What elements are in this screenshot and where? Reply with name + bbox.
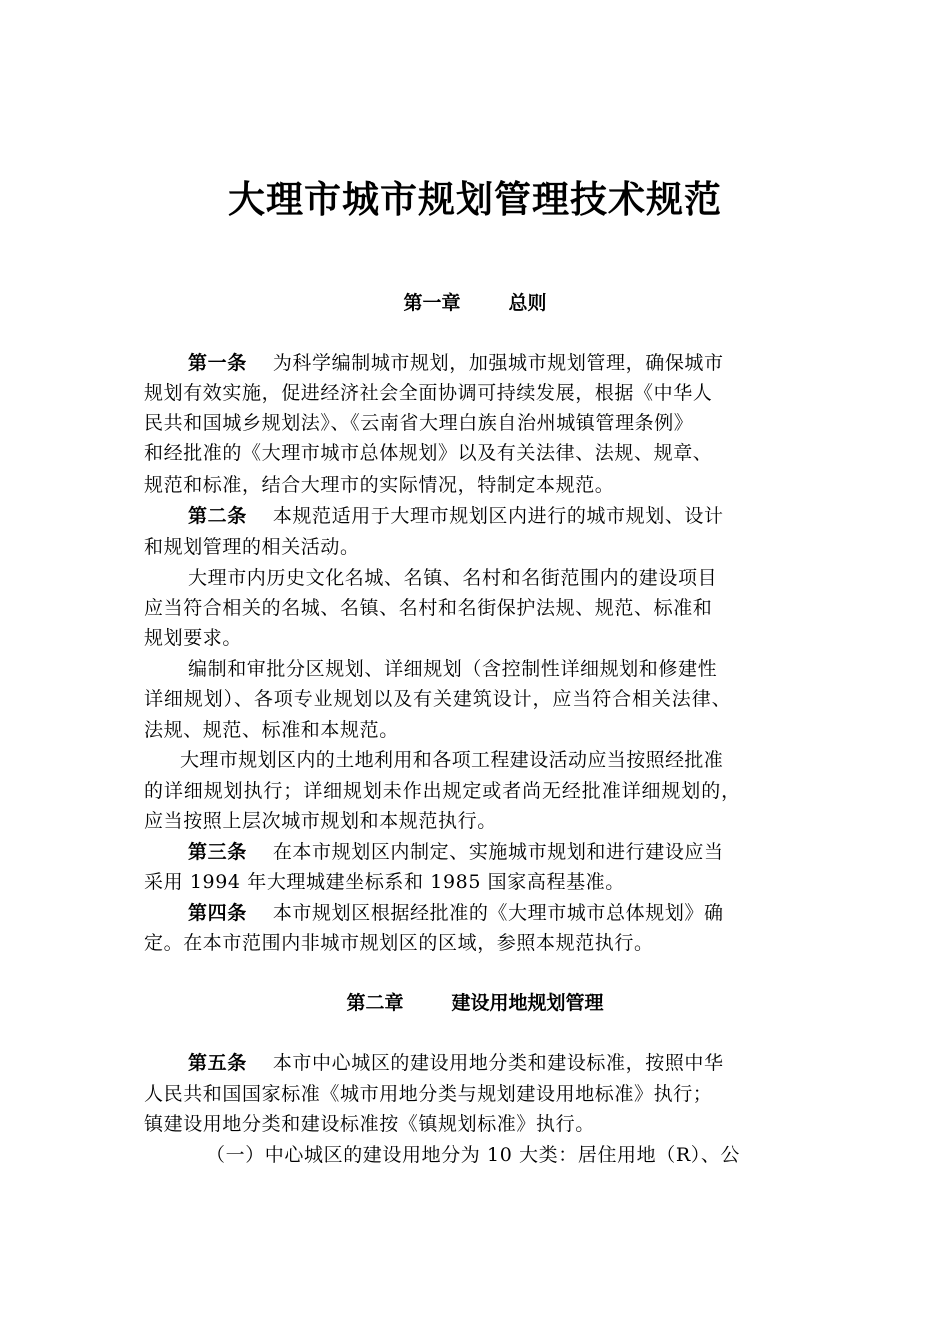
article-4-label: 第四条 (188, 902, 247, 924)
article-2-para3-line-2: 详细规划）、各项专业规划以及有关建筑设计，应当符合相关法律、 (144, 688, 732, 710)
article-1-line-4: 和经批准的《大理市城市总体规划》以及有关法律、法规、规章、 (144, 442, 713, 464)
article-1-text-1: 为科学编制城市规划，加强城市规划管理，确保城市 (272, 352, 724, 374)
article-2-para2-line-3: 规划要求。 (144, 627, 243, 649)
article-1-line-2: 规划有效实施，促进经济社会全面协调可持续发展，根据《中华人 (144, 382, 713, 404)
article-3-line-2: 采用 1994 年大理城建坐标系和 1985 国家高程基准。 (144, 871, 625, 893)
document-title: 大理市城市规划管理技术规范 (228, 178, 722, 221)
article-3-line-1 (188, 837, 724, 867)
chapter-2-name: 建设用地规划管理 (451, 992, 604, 1014)
article-5-line-3: 镇建设用地分类和建设标准按《镇规划标准》执行。 (144, 1113, 595, 1135)
article-5-line-1 (188, 1048, 724, 1078)
chapter-1-heading (0, 288, 950, 318)
article-1-line-1 (188, 348, 724, 378)
article-4-line-1 (188, 898, 724, 928)
article-4-line-2: 定。在本市范围内非城市规划区的区域，参照本规范执行。 (144, 932, 654, 954)
article-2-para4-line-3: 应当按照上层次城市规划和本规范执行。 (144, 810, 497, 832)
article-3-text-1: 在本市规划区内制定、实施城市规划和进行建设应当 (272, 841, 724, 863)
article-1-line-3: 民共和国城乡规划法》、《云南省大理白族自治州城镇管理条例》 (144, 412, 694, 434)
article-2-para2-line-2: 应当符合相关的名城、名镇、名村和名街保护法规、规范、标准和 (144, 597, 713, 619)
article-2-para2-line-1: 大理市内历史文化名城、名镇、名村和名街范围内的建设项目 (188, 567, 718, 589)
article-2-line-2: 和规划管理的相关活动。 (144, 536, 360, 558)
article-1-line-5: 规范和标准，结合大理市的实际情况，特制定本规范。 (144, 474, 615, 496)
chapter-2-number: 第二章 (346, 992, 404, 1014)
article-5-text-1: 本市中心城区的建设用地分类和建设标准，按照中华 (272, 1052, 724, 1074)
article-2-text-1: 本规范适用于大理市规划区内进行的城市规划、设计 (272, 505, 724, 527)
article-1-label: 第一条 (188, 352, 247, 374)
article-5-label: 第五条 (188, 1052, 247, 1074)
article-2-para4-line-2: 的详细规划执行；详细规划未作出规定或者尚无经批准详细规划的， (144, 780, 742, 802)
article-5-line-2: 人民共和国国家标准《城市用地分类与规划建设用地标准》执行； (144, 1083, 713, 1105)
chapter-1-number: 第一章 (403, 292, 461, 314)
article-2-para3-line-3: 法规、规范、标准和本规范。 (144, 719, 399, 741)
article-2-line-1 (188, 501, 724, 531)
chapter-2-heading (0, 988, 950, 1018)
article-2-label: 第二条 (188, 505, 247, 527)
article-2-para3-line-1: 编制和审批分区规划、详细规划（含控制性详细规划和修建性 (188, 658, 718, 680)
article-4-text-1: 本市规划区根据经批准的《大理市城市总体规划》确 (272, 902, 724, 924)
article-2-para4-line-1: 大理市规划区内的土地利用和各项工程建设活动应当按照经批准 (180, 749, 724, 771)
article-5-line-4: （一）中心城区的建设用地分为 10 大类：居住用地（R）、公 (206, 1144, 741, 1166)
article-3-label: 第三条 (188, 841, 247, 863)
chapter-1-name: 总则 (508, 292, 547, 314)
